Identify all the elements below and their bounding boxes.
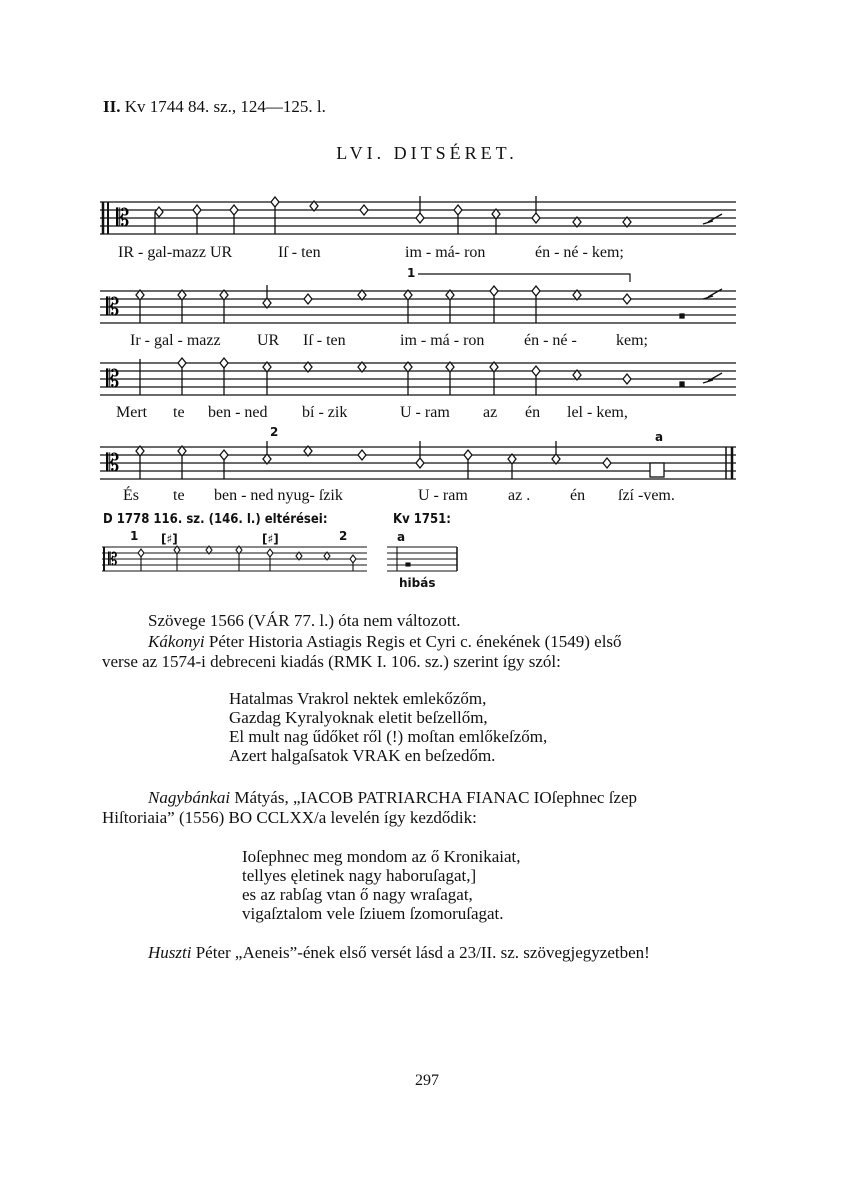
music-staff-2 <box>100 285 736 325</box>
svg-text:𝄡: 𝄡 <box>106 449 120 477</box>
paragraph-3: Nagybánkai Mátyás, „IACOB PATRIARCHA FIANAC IOſephnec ſzep Hiſtoriaia” (1556) BO CCLXX/a levelén így kezdődik: <box>102 788 638 827</box>
music-staff-3 <box>100 357 736 397</box>
variant-bracket <box>416 270 636 284</box>
source-reference: Kv 1744 84. sz., 124—125. l. <box>124 97 326 116</box>
variant-note-hibas: hibás <box>399 576 436 590</box>
poem-1: Hatalmas Vrakrol nektek emlekőzőm, Gazdag Kyralyoknak eletit beſzellőm, El mult nag űdőket ről (!) moſtan emlőkeſzőm, Azert halgaſsatok VRAK en beſzedőm. <box>229 689 548 765</box>
paragraph-1: Szövege 1566 (VÁR 77. l.) óta nem változott. <box>148 611 461 630</box>
variant-mark-1: 1 <box>407 266 416 280</box>
variant-mark-2: 2 <box>270 425 279 439</box>
author-huszti: Huszti <box>148 943 192 962</box>
lyrics-line-1: IR - gal-mazz UR Iſ - ten im - má- ron én - né - kem; <box>118 244 624 261</box>
variants-heading: D 1778 116. sz. (146. l.) eltérései: Kv 1751: <box>103 512 451 527</box>
music-staff-4 <box>100 441 736 481</box>
poem-2: Ioſephnec meg mondom az ő Kronikaiat, tellyes ęletinek nagy haboruſagat,] es az rabſag vtan ő nagy wraſagat, vigaſztalom vele ſziuem ſzomoruſagat. <box>242 847 521 923</box>
svg-text:𝄡: 𝄡 <box>108 550 118 570</box>
paragraph-2: Kákonyi Péter Historia Astiagis Regis et Cyri c. énekének (1549) első verse az 1574-i debreceni kiadás (RMK I. 106. sz.) szerint így szól: <box>102 632 622 671</box>
svg-text:𝄡: 𝄡 <box>106 365 120 393</box>
music-staff-1 <box>100 196 736 236</box>
variant-label-sharp-2: [♯] <box>262 532 279 546</box>
variants-kv-label: Kv 1751: <box>393 512 451 527</box>
lyrics-line-4: És te ben - ned nyug- ſzik U - ram az . én ſzí -vem. <box>123 487 675 504</box>
paragraph-4: Huszti Péter „Aeneis”-ének első versét lásd a 23/II. sz. szövegjegyzetben! <box>148 943 650 962</box>
variant-mark-a: a <box>655 430 664 444</box>
hymn-title: LVI. DITSÉRET. <box>336 143 518 163</box>
variant-label-sharp-1: [♯] <box>161 532 178 546</box>
lyrics-line-3: Mert te ben - ned bí - zik U - ram az én lel - kem, <box>116 404 628 421</box>
manuscript-label: II. <box>103 97 121 116</box>
svg-text:𝄡: 𝄡 <box>106 293 120 321</box>
variant-label-a: a <box>397 530 406 544</box>
svg-text:𝄡: 𝄡 <box>116 204 130 232</box>
variant-label-1: 1 <box>130 529 139 543</box>
page-header <box>103 97 326 117</box>
variant-label-2: 2 <box>339 529 348 543</box>
page-number: 297 <box>415 1072 439 1089</box>
lyrics-line-2: Ir - gal - mazz UR Iſ - ten im - má - ron én - né - kem; <box>130 332 648 349</box>
author-nagybankai: Nagybánkai <box>148 788 231 807</box>
author-kakonyi: Kákonyi <box>148 632 205 651</box>
